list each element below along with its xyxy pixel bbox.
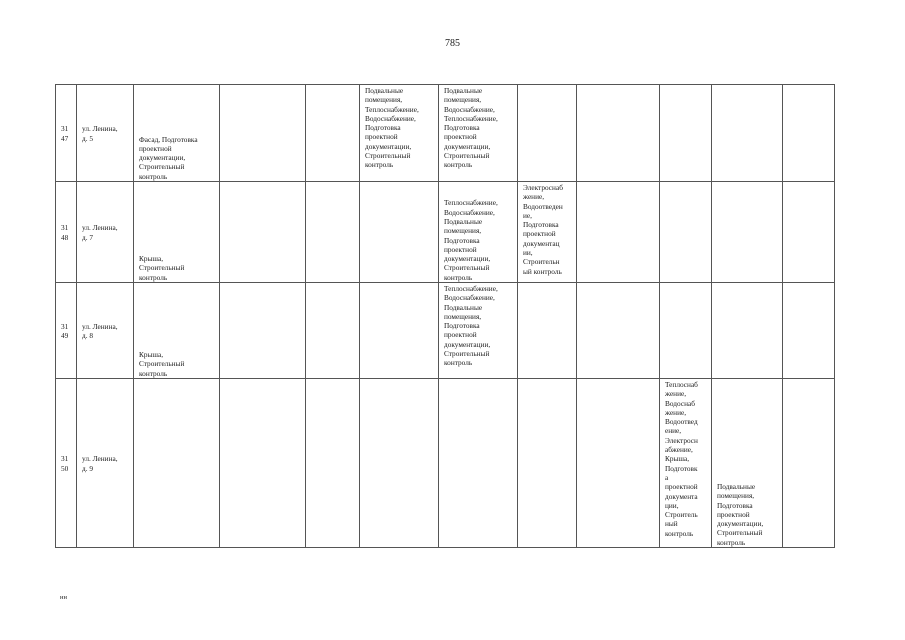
address-cell: ул. Ленина, д. 9 bbox=[77, 379, 134, 548]
works-cell bbox=[220, 85, 306, 182]
works-cell bbox=[577, 182, 660, 283]
works-cell bbox=[577, 283, 660, 379]
works-cell bbox=[518, 283, 577, 379]
works-cell: Подвальные помещения, Теплоснабжение, Водоснабжение, Подготовка проектной документации, Строительный контроль bbox=[360, 85, 439, 182]
works-cell bbox=[360, 182, 439, 283]
works-cell bbox=[518, 85, 577, 182]
works-cell bbox=[783, 379, 835, 548]
works-cell: Теплоснабжение, Водоснабжение, Подвальные помещения, Подготовка проектной документации, Строительный контроль bbox=[439, 182, 518, 283]
works-cell: Крыша, Строительный контроль bbox=[134, 182, 220, 283]
works-cell bbox=[518, 379, 577, 548]
table-row bbox=[56, 379, 835, 548]
works-cell: Фасад, Подготовка проектной документации, Строительный контроль bbox=[134, 85, 220, 182]
works-cell bbox=[660, 283, 712, 379]
works-cell bbox=[783, 182, 835, 283]
works-cell bbox=[712, 182, 783, 283]
row-number-cell: 31 49 bbox=[56, 283, 77, 379]
row-number-cell: 31 47 bbox=[56, 85, 77, 182]
works-cell: Электроснаб жение, Водоотведен ие, Подготовка проектной документац ии, Строительн ый контроль bbox=[518, 182, 577, 283]
works-cell bbox=[220, 283, 306, 379]
works-cell bbox=[306, 379, 360, 548]
works-cell bbox=[712, 283, 783, 379]
works-cell bbox=[306, 283, 360, 379]
works-table bbox=[55, 84, 835, 548]
table-row bbox=[56, 283, 835, 379]
works-cell bbox=[306, 85, 360, 182]
works-cell bbox=[783, 283, 835, 379]
table-row bbox=[56, 85, 835, 182]
works-cell bbox=[783, 85, 835, 182]
works-cell bbox=[220, 182, 306, 283]
works-cell: Теплоснаб жение, Водоснаб жение, Водоотвед ение, Электросн абжение, Крыша, Подготовк а проектной документа ции, Строитель ный контроль bbox=[660, 379, 712, 548]
page-number: 785 bbox=[445, 38, 460, 49]
works-cell bbox=[439, 379, 518, 548]
works-cell bbox=[360, 283, 439, 379]
works-cell bbox=[660, 85, 712, 182]
row-number-cell: 31 50 bbox=[56, 379, 77, 548]
works-cell: Теплоснабжение, Водоснабжение, Подвальные помещения, Подготовка проектной документации, Строительный контроль bbox=[439, 283, 518, 379]
works-cell: Подвальные помещения, Подготовка проектной документации, Строительный контроль bbox=[712, 379, 783, 548]
works-cell bbox=[360, 379, 439, 548]
works-cell bbox=[306, 182, 360, 283]
table-row bbox=[56, 182, 835, 283]
footer-mark: нн bbox=[60, 594, 67, 601]
works-cell bbox=[712, 85, 783, 182]
works-cell bbox=[134, 379, 220, 548]
works-cell bbox=[577, 85, 660, 182]
works-cell bbox=[220, 379, 306, 548]
address-cell: ул. Ленина, д. 7 bbox=[77, 182, 134, 283]
row-number-cell: 31 48 bbox=[56, 182, 77, 283]
works-cell: Подвальные помещения, Водоснабжение, Теплоснабжение, Подготовка проектной документации, Строительный контроль bbox=[439, 85, 518, 182]
address-cell: ул. Ленина, д. 5 bbox=[77, 85, 134, 182]
works-cell bbox=[577, 379, 660, 548]
works-cell: Крыша, Строительный контроль bbox=[134, 283, 220, 379]
works-cell bbox=[660, 182, 712, 283]
address-cell: ул. Ленина, д. 8 bbox=[77, 283, 134, 379]
